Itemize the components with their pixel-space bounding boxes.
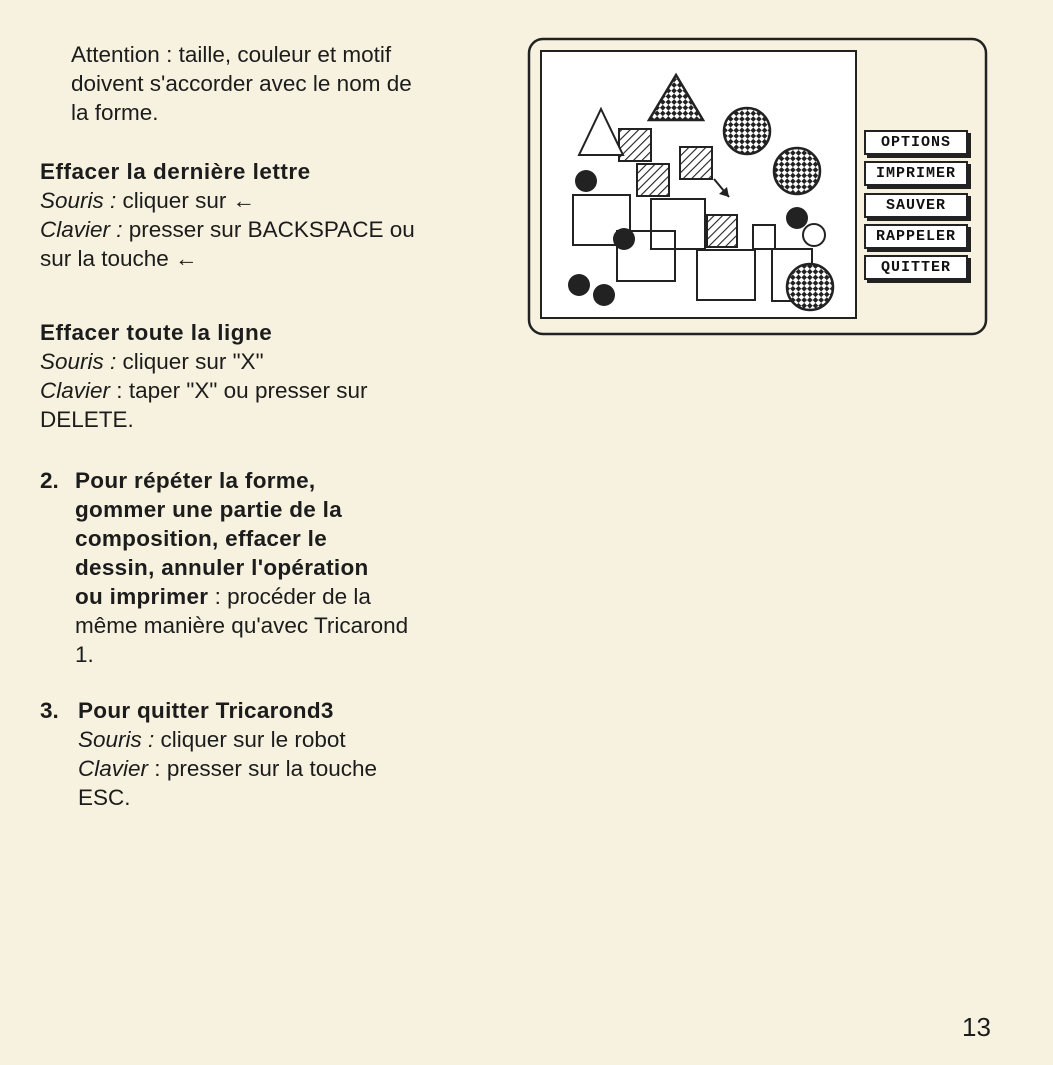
clavier-line <box>40 376 498 405</box>
black-dot <box>786 207 808 229</box>
clavier-line-2: ESC. <box>78 785 131 810</box>
souris-label: Souris : <box>40 349 117 374</box>
item-2-number: 2. <box>40 468 59 493</box>
section-effacer-ligne <box>40 318 498 434</box>
word: répéter <box>134 468 213 493</box>
bleed-through <box>520 400 1020 1000</box>
clavier-line <box>40 215 415 244</box>
word: la <box>322 497 343 522</box>
word: gommer <box>75 497 166 522</box>
menu-options-button[interactable]: OPTIONS <box>864 130 968 155</box>
souris-text: cliquer sur ← <box>116 188 256 213</box>
black-dot <box>568 274 590 296</box>
word: touche <box>309 756 377 781</box>
word: l'opération <box>251 555 369 580</box>
item-3-number: 3. <box>40 698 59 723</box>
word: annuler <box>161 555 245 580</box>
patterned-circle <box>787 264 833 310</box>
souris-line <box>40 186 415 215</box>
word: partie <box>219 497 283 522</box>
word: de <box>289 497 317 522</box>
word: une <box>172 497 214 522</box>
word: la <box>285 756 304 781</box>
hatched-square <box>619 129 651 161</box>
souris-label: Souris : <box>78 727 155 752</box>
clavier-line <box>78 754 498 783</box>
attention-line-3: la forme. <box>71 100 159 125</box>
word: : <box>116 378 123 403</box>
screen-drawing <box>527 37 989 337</box>
white-dot <box>803 224 825 246</box>
item-2-line-1 <box>75 466 498 495</box>
section-effacer-lettre <box>40 157 415 273</box>
screen-illustration <box>527 37 989 337</box>
black-dot <box>575 170 597 192</box>
word: presser <box>254 378 330 403</box>
patterned-circle <box>724 108 770 154</box>
item-2-line-4 <box>75 553 498 582</box>
item-2-line-2 <box>75 495 498 524</box>
word: sur <box>336 378 368 403</box>
word: le <box>307 526 328 551</box>
item-3-title: Pour quitter Tricarond3 <box>78 698 334 723</box>
souris-label: Souris : <box>40 188 117 213</box>
black-dot <box>593 284 615 306</box>
item-2 <box>75 466 498 669</box>
attention-line-2: doivent s'accorder avec le nom de <box>71 71 412 96</box>
page-number: 13 <box>962 1012 991 1042</box>
word: composition, <box>75 526 219 551</box>
souris-line <box>78 725 498 754</box>
item-2-line-5 <box>75 582 498 611</box>
word: ou <box>223 378 249 403</box>
black-dot <box>613 228 635 250</box>
menu-sauver-button[interactable]: SAUVER <box>864 193 968 218</box>
hatched-square <box>637 164 669 196</box>
clavier-line-2: DELETE. <box>40 407 134 432</box>
clavier-text: presser sur BACKSPACE ou <box>122 217 415 242</box>
menu-quitter-button[interactable]: QUITTER <box>864 255 968 280</box>
item-2-line-3 <box>75 524 498 553</box>
clavier-label: Clavier <box>78 756 149 781</box>
heading-effacer-lettre: Effacer la dernière lettre <box>40 159 311 184</box>
souris-text: cliquer sur le robot <box>154 727 346 752</box>
word: forme, <box>244 468 316 493</box>
attention-note <box>71 40 412 127</box>
clavier-line-2: sur la touche ← <box>40 246 198 271</box>
hatched-square <box>707 215 737 247</box>
menu-imprimer-button[interactable]: IMPRIMER <box>864 161 968 186</box>
attention-line-1: Attention : taille, couleur et motif <box>71 42 392 67</box>
item-2-rest: : procéder de la <box>208 584 371 609</box>
word: taper <box>128 378 181 403</box>
item-2-bold: ou imprimer <box>75 584 209 609</box>
word: "X" <box>186 378 218 403</box>
souris-line <box>40 347 498 376</box>
word: presser <box>166 756 242 781</box>
word: la <box>218 468 239 493</box>
word: effacer <box>225 526 302 551</box>
hatched-square <box>680 147 712 179</box>
souris-text: cliquer sur "X" <box>116 349 264 374</box>
word: : <box>154 756 161 781</box>
word: Pour <box>75 468 128 493</box>
word: sur <box>248 756 280 781</box>
clavier-label: Clavier <box>40 378 111 403</box>
word: dessin, <box>75 555 155 580</box>
clavier-label: Clavier : <box>40 217 123 242</box>
item-3 <box>78 696 498 812</box>
patterned-circle <box>774 148 820 194</box>
item-2-line-6: même manière qu'avec Tricarond <box>75 613 409 638</box>
item-2-line-7: 1. <box>75 642 94 667</box>
heading-effacer-ligne: Effacer toute la ligne <box>40 320 273 345</box>
menu-rappeler-button[interactable]: RAPPELER <box>864 224 968 249</box>
